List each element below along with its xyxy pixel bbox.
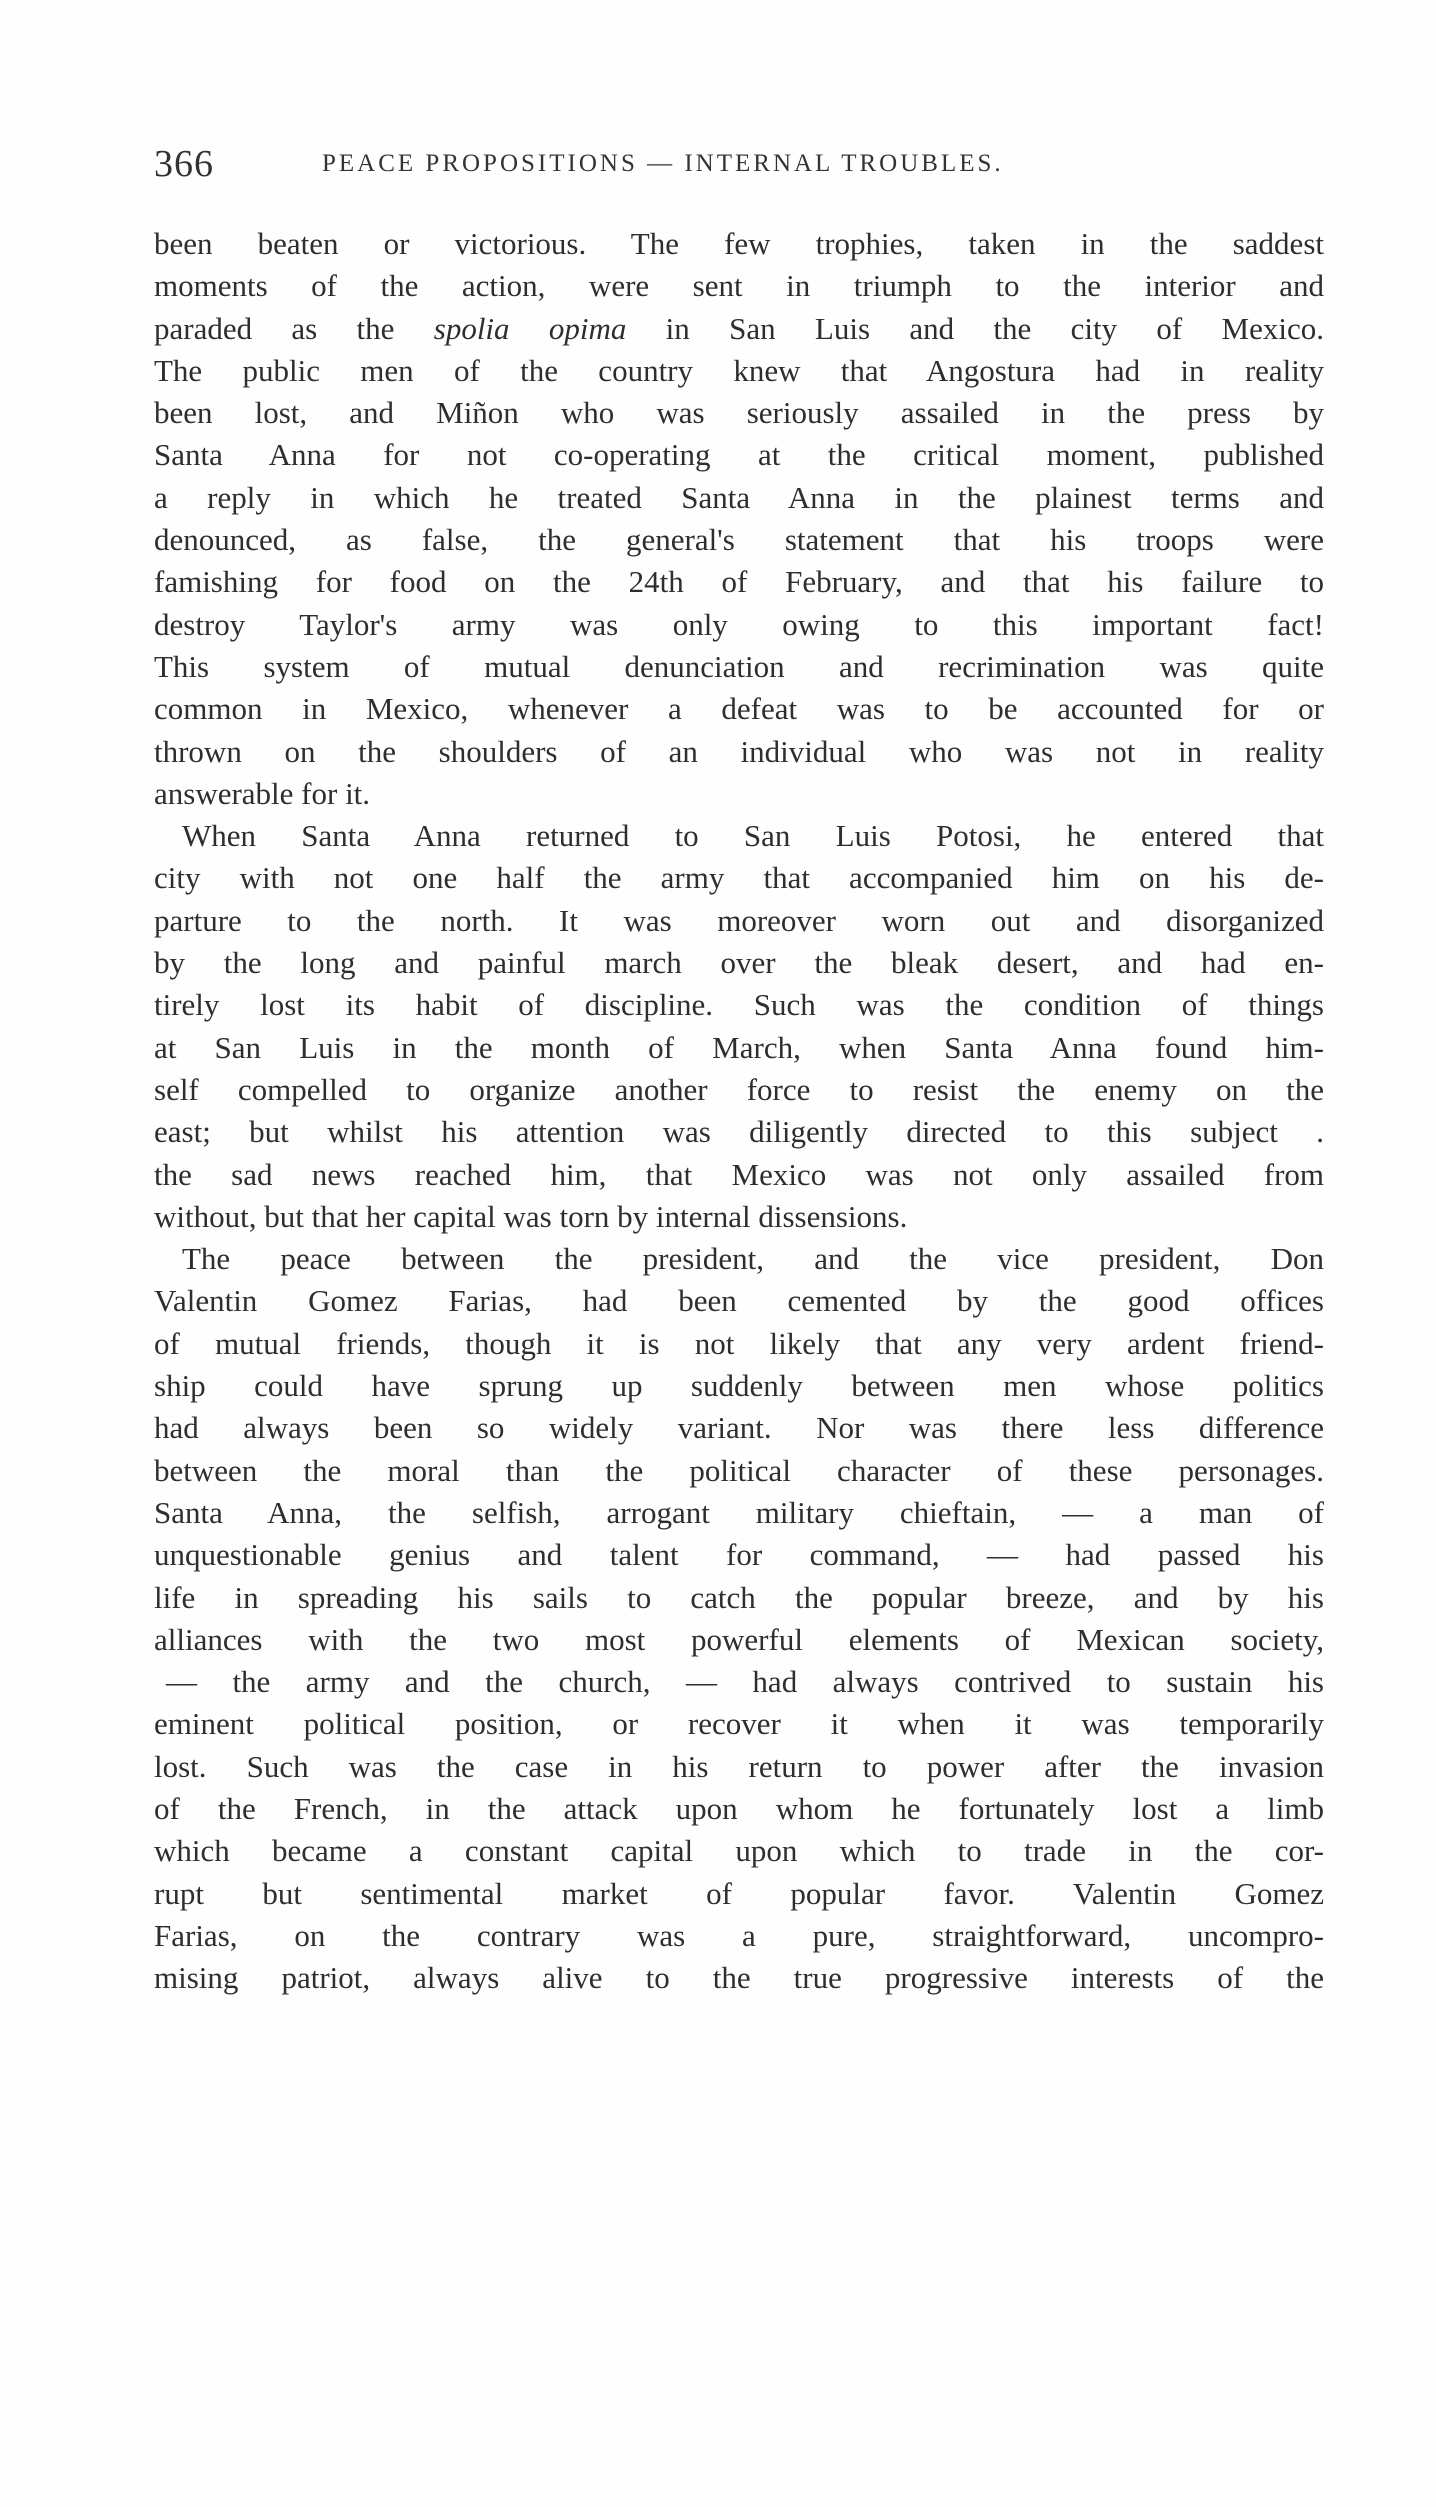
text-line-33: life in spreading his sails to catch the popular breeze, and by his	[154, 1579, 1324, 1615]
text-line-41: Farias, on the contrary was a pure, straightforward, uncompro-	[154, 1917, 1324, 1953]
text-line-38: of the French, in the attack upon whom he fortunately lost a limb	[154, 1790, 1324, 1826]
text-line-39: which became a constant capital upon which to trade in the cor-	[154, 1833, 1324, 1869]
text-line-18: by the long and painful march over the bleak desert, and had en-	[154, 945, 1324, 981]
running-head	[154, 142, 1324, 192]
text-line-1: been beaten or victorious. The few trophies, taken in the saddest	[154, 226, 1324, 261]
text-line-24: without, but that her capital was torn by internal dissensions.	[154, 1198, 908, 1234]
text-line-13: thrown on the shoulders of an individual who was not in reality	[154, 733, 1324, 769]
text-line-10: destroy Taylor's army was only owing to this important fact!	[154, 606, 1324, 642]
text-line-3-pre: paraded as the	[154, 310, 434, 346]
body-text	[154, 223, 1324, 1999]
text-line-3	[154, 308, 1324, 350]
text-line-31: Santa Anna, the selfish, arrogant military chieftain, — a man of	[154, 1494, 1324, 1530]
running-title: PEACE PROPOSITIONS — INTERNAL TROUBLES.	[322, 150, 1004, 177]
text-line-21: self compelled to organize another force to resist the enemy on the	[154, 1071, 1324, 1107]
text-line-3-post: in San Luis and the city of Mexico.	[626, 310, 1324, 346]
text-line-34: alliances with the two most powerful elements of Mexican society,	[154, 1621, 1324, 1657]
text-line-19: tirely lost its habit of discipline. Such was the condition of things	[154, 987, 1324, 1023]
text-line-26: Valentin Gomez Farias, had been cemented by the good offices	[154, 1283, 1324, 1319]
text-line-29: had always been so widely variant. Nor was there less difference	[154, 1410, 1324, 1446]
text-line-12: common in Mexico, whenever a defeat was to be accounted for or	[154, 691, 1324, 727]
text-line-5: been lost, and Miñon who was seriously assailed in the press by	[154, 395, 1324, 431]
text-line-40: rupt but sentimental market of popular favor. Valentin Gomez	[154, 1875, 1324, 1911]
text-line-14: answerable for it.	[154, 775, 371, 811]
text-line-7: a reply in which he treated Santa Anna in the plainest terms and	[154, 479, 1324, 515]
text-line-32: unquestionable genius and talent for command, — had passed his	[154, 1537, 1324, 1573]
text-line-2: moments of the action, were sent in triumph to the interior and	[154, 268, 1324, 304]
text-line-4: The public men of the country knew that Angostura had in reality	[154, 352, 1324, 388]
text-line-37: lost. Such was the case in his return to power after the invasion	[154, 1748, 1324, 1784]
text-line-6: Santa Anna for not co-operating at the critical moment, published	[154, 437, 1324, 473]
text-line-25: The peace between the president, and the vice president, Don	[182, 1241, 1324, 1277]
text-line-35: — the army and the church, — had always contrived to sustain his	[166, 1664, 1324, 1700]
text-line-30: between the moral than the political character of these personages.	[154, 1452, 1324, 1488]
text-line-17: parture to the north. It was moreover worn out and disorganized	[154, 902, 1324, 938]
text-line-8: denounced, as false, the general's statement that his troops were	[154, 522, 1324, 558]
text-line-11: This system of mutual denunciation and recrimination was quite	[154, 648, 1324, 684]
text-line-20: at San Luis in the month of March, when Santa Anna found him-	[154, 1029, 1324, 1065]
text-line-42: mising patriot, always alive to the true progressive interests of the	[154, 1960, 1324, 1996]
text-line-9: famishing for food on the 24th of February, and that his failure to	[154, 564, 1324, 600]
text-line-27: of mutual friends, though it is not likely that any very ardent friend-	[154, 1325, 1324, 1361]
text-line-15: When Santa Anna returned to San Luis Potosi, he entered that	[182, 818, 1324, 854]
text-line-22: east; but whilst his attention was diligently directed to this subject .	[154, 1114, 1324, 1150]
text-line-28: ship could have sprung up suddenly between men whose politics	[154, 1368, 1324, 1404]
text-line-23: the sad news reached him, that Mexico was not only assailed from	[154, 1156, 1324, 1192]
italic-phrase: spolia opima	[433, 310, 627, 346]
page-number: 366	[154, 143, 214, 185]
text-line-36: eminent political position, or recover it when it was temporarily	[154, 1706, 1324, 1742]
text-line-16: city with not one half the army that accompanied him on his de-	[154, 860, 1324, 896]
